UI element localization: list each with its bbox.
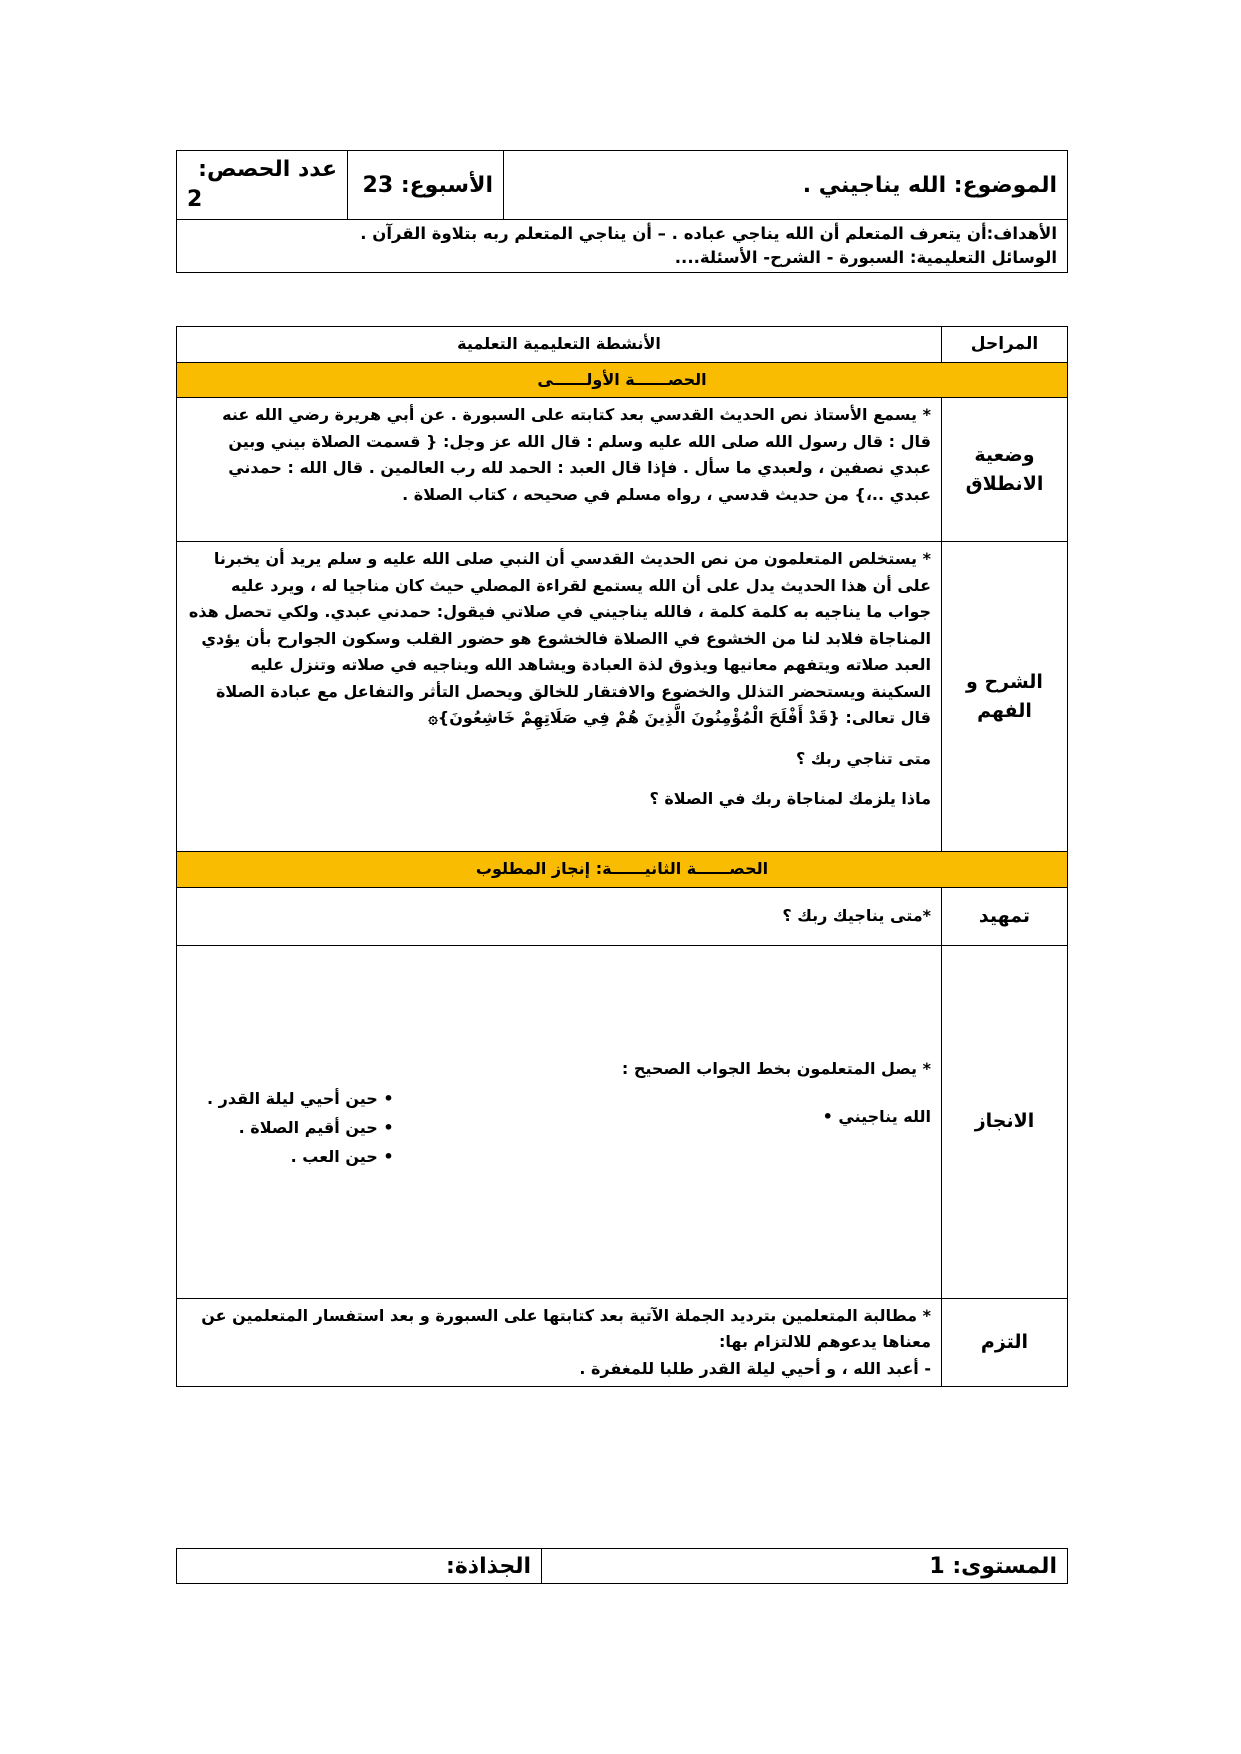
sessions-count-value: 2 [187,187,203,212]
lesson-goals: الأهداف:أن يتعرف المتعلم أن الله يناجي عباده . – أن يناجي المتعلم ربه بتلاوة القرآن . [360,224,1057,243]
session-2-banner: الحصــــــة الثانيــــــة: إنجاز المطلوب [177,852,1068,888]
start-text: * يسمع الأستاذ نص الحديث القدسي بعد كتابته على السبورة . عن أبي هريرة رضي الله عنه قال : قال رسول الله صلى الله عليه وسلم : قال الله عز وجل: { قسمت الصلاة بيني وبين عبدي نصفين ، ولعبدي ما سأل . فإذا قال العبد : الحمد لله رب العالمين . قال الله : حمدني عبدي ..،} من حديث قدسي ، رواه مسلم في صحيحه ، كتاب الصلاة . [177,398,942,542]
explain-cell [177,542,942,852]
col-header-stages: المراحل [942,327,1068,363]
lesson-subject: الموضوع: الله يناجيني . [504,151,1068,220]
stage-achieve: الانجاز [942,945,1068,1298]
achieve-title: * يصل المتعلمون بخط الجواب الصحيح : [621,1058,931,1078]
question-1: متى تناجي ربك ؟ [796,748,931,768]
commit-phrase: - أعبد الله ، و أحيي ليلة القدر طلبا للمغفرة . [579,1358,931,1378]
lesson-header-table [176,150,1068,273]
stage-commit: التزم [942,1298,1068,1387]
activities-table [176,326,1068,1387]
achieve-option: • حين أقيم الصلاة . [238,1117,394,1137]
sessions-count-label: عدد الحصص: [198,157,337,182]
achieve-cell [177,945,942,1298]
achieve-option: • حين العب . [290,1146,394,1166]
level-cell: المستوى: 1 [542,1549,1068,1584]
lesson-materials: الوسائل التعليمية: السبورة - الشرح- الأسئلة.... [674,248,1057,267]
commit-text: * مطالبة المتعلمين بترديد الجملة الآتية بعد كتابتها على السبورة و بعد استفسار المتعلمين عن معناها يدعوهم للالتزام بها: [201,1305,931,1351]
stem-cell: الجذاذة: [177,1549,542,1584]
stage-start: وضعية الانطلاق [942,398,1068,542]
commit-cell [177,1298,942,1387]
sessions-count-cell [177,151,348,220]
achieve-left-item: الله يناجيني • [822,1106,931,1126]
footer-table [176,1548,1068,1584]
question-2: ماذا يلزمك لمناجاة ربك في الصلاة ؟ [649,789,931,808]
lesson-week: الأسبوع: 23 [348,151,504,220]
session-1-banner: الحصــــــة الأولــــــى [177,362,1068,398]
stage-intro: تمهيد [942,887,1068,945]
col-header-activities: الأنشطة التعليمية التعلمية [177,327,942,363]
achieve-option: • حين أحيي ليلة القدر . [207,1088,394,1108]
intro-text: *متى يناجيك ربك ؟ [177,887,942,945]
goals-cell [177,220,1068,273]
stage-explain: الشرح و الفهم [942,542,1068,852]
achieve-options [207,1084,394,1171]
explain-text: * يستخلص المتعلمون من نص الحديث القدسي أن النبي صلى الله عليه و سلم يريد أن يخبرنا على أن هذا الحديث يدل على أن الله يستمع لقراءة المصلي حيث كان مناجيا له ، ويرد عليه جواب ما يناجيه به كلمة كلمة ، فالله يناجيني في صلاتي فيقول: حمدني عبدي. ولكي تحصل هذه المناجاة فلابد لنا من الخشوع في االصلاة فالخشوع هو حضور القلب وسكون الجوارح بأن يؤدي العبد صلاته ويتفهم معانيها ويذوق لذة العبادة ويشاهد الله ويناجيه في صلاته وتنزل عليه السكينة ويستحضر التذلل والخضوع والافتقار للخالق ويحصل التأثر والتفاعل مع عبادة الصلاة قال تعالى: {قَدْ أَفْلَحَ الْمُؤْمِنُونَ الَّذِينَ هُمْ فِي صَلَاتِهِمْ خَاشِعُونَ}۞ [188,549,931,727]
